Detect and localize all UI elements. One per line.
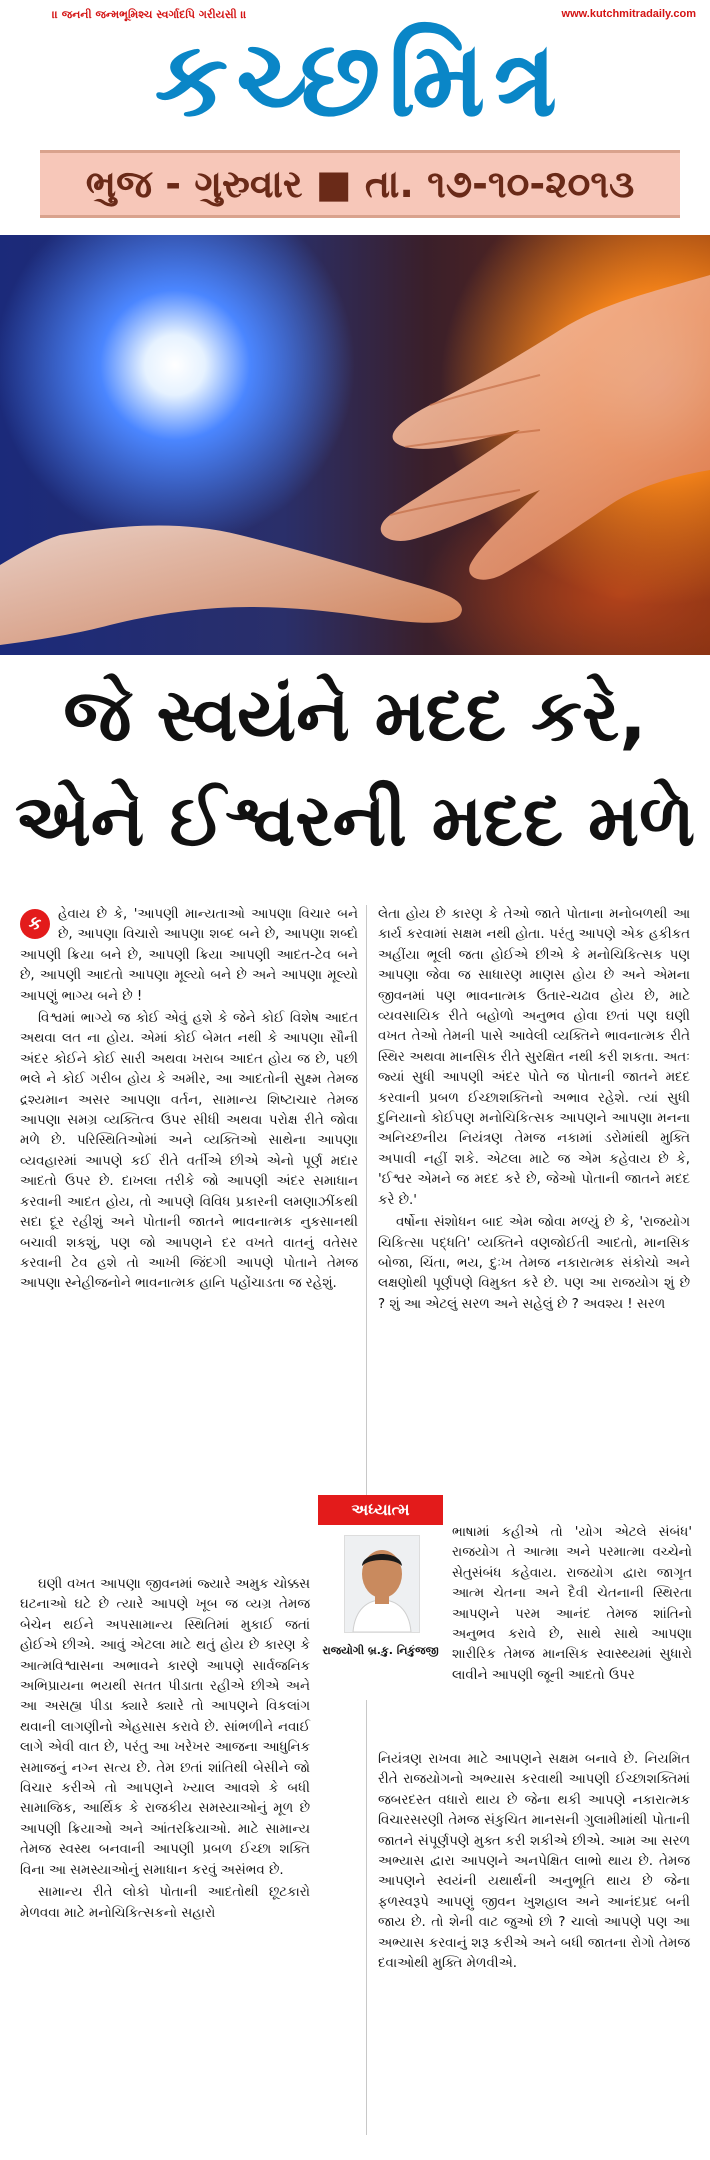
article-column-left — [20, 905, 358, 1297]
article-column-right — [378, 905, 690, 1317]
date-line: ભુજ - ગુરુવાર ■ તા. ૧૭-૧૦-૨૦૧૩ — [85, 162, 635, 206]
article-column-left-lower — [20, 1575, 310, 1926]
author-name: રાજયોગી બ્ર.કુ. નિકુંજજી — [322, 1644, 439, 1657]
paragraph: ભાષામાં કહીએ તો 'યોગ એટલે સંબંધ' રાજયોગ તે આત્મા અને પરમાત્મા વચ્ચેનો સેતુસંબંધ કહેવાય. રાજયોગ દ્વારા જાગૃત આત્મ ચેતના અને દૈવી ચેતનાની સ્થિરતા આપણને પરમ આનંદ તેમજ શાંતિનો અનુભવ કરાવે છે, સાથે સાથે આપણા શારીરિક તેમજ માનસિક સ્વાસ્થ્યમાં સુધારો લાવીને આપણી જૂની આદતો ઉપર — [452, 1525, 692, 1683]
masthead — [0, 0, 710, 150]
masthead-tagline: ।। જનની જન્મભૂમિશ્ચ સ્વર્ગાદપિ ગરીયસી ।। — [52, 8, 247, 21]
logo-text: કચ્છમિત્ર — [154, 18, 566, 140]
section-label: અધ્યાત્મ — [318, 1495, 443, 1525]
headline-line-1: જે સ્વયંને મદદ કરે, — [63, 673, 647, 757]
dropcap: ક — [20, 909, 50, 939]
paragraph: વિશ્વમાં ભાગ્યે જ કોઈ એવું હશે કે જેને કોઈ વિશેષ આદત અથવા લત ના હોય. એમાં કોઈ બેમત નથી કે આપણા સૌની અંદર કોઈને કોઈ સારી અથવા ખરાબ આદત હોય જ છે, પછી ભલે ને કોઈ ગરીબ હોય કે અમીર, આ આદતોની સુક્ષ્મ તેમજ દ્રશ્યમાન અસર આપણા વર્તન, સામાન્ય શિષ્ટાચાર તેમજ આપણા સમગ્ર વ્યક્તિત્વ ઉપર સીધી અથવા પરોક્ષ રીતે જોવા મળે છે. પરિસ્થિતિઓમાં અને વ્યક્તિઓ સાથેના આપણા વ્યવહારમાં આપણે કઈ રીતે વર્તીએ છીએ એનો પૂર્ણ મદાર આદતો ઉપર છે. દાખલા તરીકે જો આપણી અંદર સમાધાન કરવાની આદત હોય, તો આપણે વિવિધ પ્રકારની લમણાઝીંકથી સદા દૂર રહીશું અને પોતાની જાતને ભાવનાત્મક નુકસાનથી બચાવી શકશું, પણ જો આપણને દર વખતે વાતનું વતેસર કરવાની ટેવ હશે તો આખી જિંદગી આપણે પોતાને તેમજ આપણા સ્નેહીજનોને ભાવનાત્મક હાનિ પહોંચાડતા જ રહેશું. — [20, 1011, 358, 1292]
author-portrait-icon — [345, 1536, 419, 1632]
masthead-website: www.kutchmitradaily.com — [561, 8, 696, 20]
hands-illustration — [0, 235, 710, 655]
article-column-right-mid — [452, 1523, 692, 1688]
upper-hand — [381, 275, 710, 580]
article-body — [0, 895, 710, 2160]
lower-hand — [0, 526, 462, 645]
hands-light-photo — [0, 235, 710, 655]
headline — [0, 665, 710, 880]
paragraph: સામાન્ય રીતે લોકો પોતાની આદતોથી છૂટકારો મેળવવા માટે મનોચિકિત્સકનો સહારો — [20, 1885, 310, 1921]
date-band — [40, 150, 680, 218]
paragraph: લેતા હોય છે કારણ કે તેઓ જાતે પોતાના મનોબળથી આ કાર્ય કરવામાં સક્ષમ નથી હોતા. પરંતુ આપણે એક હકીકત અહીંયા ભૂલી જતા હોઈએ છીએ કે મનોચિકિત્સક પણ આપણા જેવા જ સાધારણ માણસ હોય છે અને એમના જીવનમાં પણ ભાવનાત્મક ઉતાર-ચઢાવ હોય છે, માટે વ્યવસાયિક રીતે બહોળો અનુભવ હોવા છતાં પણ ઘણી વખત તેઓ તેમની પાસે આવેલી વ્યક્તિને ભાવનાત્મક રીતે સ્થિર અથવા માનસિક રીતે સુરક્ષિત નથી કરી શકતા. અતઃ જ્યાં સુધી આપણી અંદર પોતે જ પોતાની જાતને મદદ કરવાની પ્રબળ ઈચ્છાશક્તિનો અભાવ રહેશે. ત્યાં સુધી દુનિયાનો કોઈપણ મનોચિકિત્સક આપણને આપણા મનના અનિચ્છનીય નિયંત્રણ તેમજ નકામાં ડરોમાંથી મુક્તિ અપાવી નહીં શકે. એટલા માટે જ એમ કહેવાય છે કે, 'ઈશ્વર એમને જ મદદ કરે છે, જેઓ પોતાની જાતને મદદ કરે છે.' — [378, 907, 690, 1208]
column-sidebar-box — [318, 1495, 443, 1700]
headline-line-2: એને ઈશ્વરની મદદ મળે — [14, 778, 696, 862]
paragraph: હેવાય છે કે, 'આપણી માન્યતાઓ આપણા વિચાર બને છે, આપણા વિચારો આપણા શબ્દ બને છે, આપણા શબ્દો આપણી ક્રિયા બને છે, આપણી ક્રિયા આપણી આદત-ટેવ બને છે, આપણી આદતો આપણા મૂલ્યો બને છે અને આપણા મૂલ્યો આપણું ભાગ્ય બને છે ! — [20, 907, 358, 1004]
paragraph: ઘણી વખત આપણા જીવનમાં જ્યારે અમુક ચોક્કસ ઘટનાઓ ઘટે છે ત્યારે આપણે ખૂબ જ વ્યગ્ર તેમજ બેચેન થઈને અપસામાન્ય સ્થિતિમાં મુકાઈ જતાં હોઈએ છીએ. આવું એટલા માટે થતું હોય છે કારણ કે આત્મવિશ્વાસના અભાવને કારણે આપણે સાર્વજનિક અભિપ્રાયના ભયથી સતત પીડાતા રહીએ છીએ અને આ અસહ્ય પીડા ક્યારે ક્યારે તો આપણને વિકલાંગ થવાની લાગણીનો એહસાસ કરાવે છે. સાંભળીને નવાઈ લાગે એવી વાત છે, પરંતુ આ ખરેખર આજના આધુનિક સમાજનું નગ્ન સત્ય છે. તેમ છતાં શાંતિથી બેસીને જો વિચાર કરીએ તો આપણને ખ્યાલ આવશે કે બધી સામાજિક, આર્થિક કે રાજકીય સમસ્યાઓનું મૂળ છે આપણી ક્રિયાઓ અને આંતરક્રિયાઓ. માટે સામાન્ય તેમજ સ્વસ્થ બનવાની આપણી પ્રબળ ઈચ્છા શક્તિ વિના આ સમસ્યાઓનું સમાધાન કરવું અસંભવ છે. — [20, 1577, 310, 1878]
newspaper-logo — [40, 20, 680, 140]
paragraph: નિયંત્રણ રાખવા માટે આપણને સક્ષમ બનાવે છે. નિયમિત રીતે રાજયોગનો અભ્યાસ કરવાથી આપણી ઈચ્છાશક્તિમાં જબરદસ્ત વધારો થાય છે જેના થકી આપણે નકારાત્મક વિચારસરણી તેમજ સંકુચિત માનસની ગુલામીમાંથી પોતાની જાતને સંપૂર્ણપણે મુક્ત કરી શકીએ છીએ. આમ આ સરળ અભ્યાસ દ્વારા આપણને અનપેક્ષિત લાભો થાય છે. તેમજ આપણને સ્વયંની યથાર્થની અનુભૂતિ થાય છે જેના ફળસ્વરૂપે આપણું જીવન ખુશહાલ અને આનંદપ્રદ બની જાય છે. તો શેની વાટ જુઓ છો ? ચાલો આપણે પણ આ અભ્યાસ કરવાનું શરૂ કરીએ અને બધી જાતના રોગો તેમજ દવાઓથી મુક્તિ મેળવીએ. — [378, 1752, 690, 1972]
article-column-right-lower — [378, 1750, 690, 1976]
paragraph: વર્ષોના સંશોધન બાદ એમ જોવા મળ્યું છે કે, 'રાજયોગ ચિકિત્સા પદ્ધતિ' વ્યક્તિને વણજોઈતી આદતો, માનસિક બોજા, ચિંતા, ભય, દુઃખ તેમજ નકારાત્મક સંકોચો અને લક્ષણોથી પૂર્ણપણે વિમુક્ત કરે છે. પણ આ રાજયોગ શું છે ? શું આ એટલું સરળ અને સહેલું છે ? અવશ્ય ! સરળ — [378, 1215, 690, 1312]
author-photo — [344, 1535, 420, 1633]
